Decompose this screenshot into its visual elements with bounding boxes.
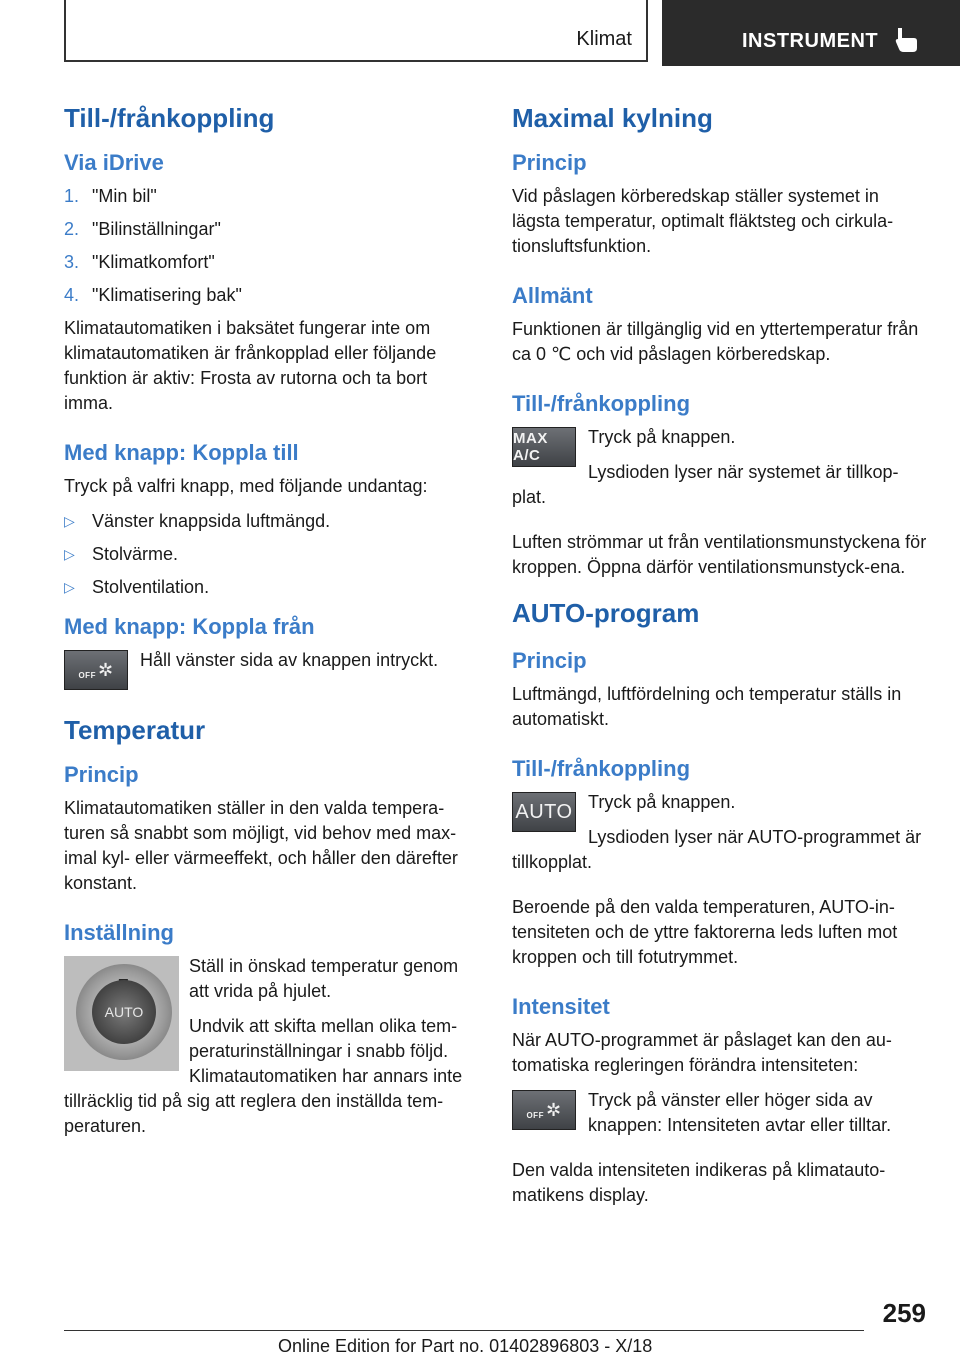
pointing-hand-icon <box>894 26 918 59</box>
temperature-principle: Klimatautomatiken ställer in den valda tempera-turen så snabbt som möjligt, vid behov med max-imal kyl- eller värmeeffekt, och håller den därefter konstant. <box>64 798 458 893</box>
page-number: 259 <box>882 1298 926 1328</box>
subheading-intensity: Intensitet <box>512 994 610 1019</box>
button-on-text: Tryck på valfri knapp, med följande undantag: <box>64 476 428 496</box>
left-column <box>64 100 479 1159</box>
subheading-general: Allmänt <box>512 283 593 308</box>
heading-onoff: Till-/frånkoppling <box>64 103 275 133</box>
footer-divider <box>64 1330 864 1331</box>
max-ac-text-3: Luften strömmar ut från ventilationsmunstyckena för kroppen. Öppna därför ventilationsmunstyck-ena. <box>512 532 927 577</box>
subheading-idrive: Via iDrive <box>64 150 164 175</box>
list-item: ▷ Stolvärme. <box>64 542 479 567</box>
list-item: 4. "Klimatisering bak" <box>64 285 242 305</box>
section-tab <box>64 0 648 62</box>
button-off-text: Håll vänster sida av knappen intryckt. <box>140 650 439 670</box>
setting-text-2: Undvik att skifta mellan olika tem-peraturinställningar i snabb följd. Klimatautomatiken har annars inte tillräcklig tid på sig att reglera den inställda tem-peraturen. <box>64 1016 463 1136</box>
subheading-onoff: Till-/frånkoppling <box>512 756 691 781</box>
intensity-text-3: Den valda intensiteten indikeras på klimatauto-matikens display. <box>512 1160 886 1205</box>
auto-button-icon: AUTO <box>512 792 576 832</box>
setting-text-1: Ställ in önskad temperatur genom att vrida på hjulet. <box>189 956 459 1001</box>
heading-temperature: Temperatur <box>64 715 206 745</box>
intensity-text-2: Tryck på vänster eller höger sida av knappen: Intensiteten avtar eller tilltar. <box>588 1090 892 1135</box>
section-title: Klimat <box>576 28 632 50</box>
auto-row <box>512 790 927 885</box>
subheading-principle: Princip <box>512 648 587 673</box>
exceptions-list <box>64 509 479 600</box>
subheading-principle: Princip <box>64 762 139 787</box>
auto-principle: Luftmängd, luftfördelning och temperatur ställs in automatiskt. <box>512 684 902 729</box>
auto-text-2: Lysdioden lyser när AUTO-programmet är tillkopplat. <box>512 827 922 872</box>
subheading-principle: Princip <box>512 150 587 175</box>
idrive-note: Klimatautomatiken i baksätet fungerar inte om klimatautomatiken är frånkopplad eller följande funktion är aktiv: Frosta av rutorna och ta bort imma. <box>64 318 437 413</box>
max-ac-text-1: Tryck på knappen. <box>588 427 736 447</box>
triangle-bullet-icon: ▷ <box>64 513 75 529</box>
chapter-title: INSTRUMENT <box>742 30 879 52</box>
right-column <box>512 100 927 1218</box>
setting-row <box>64 954 479 1149</box>
list-item: 1. "Min bil" <box>64 186 157 206</box>
list-item: 3. "Klimatkomfort" <box>64 252 215 272</box>
fan-intensity-button-icon: OFF ✲ <box>512 1090 576 1130</box>
max-cooling-principle: Vid påslagen körberedskap ställer systemet in lägsta temperatur, optimalt fläktsteg och cirkula-tionsluftsfunktion. <box>512 186 894 256</box>
subheading-setting: Inställning <box>64 920 174 945</box>
list-item: ▷ Stolventilation. <box>64 575 479 600</box>
subheading-button-on: Med knapp: Koppla till <box>64 440 299 465</box>
max-ac-text-2: Lysdioden lyser när systemet är tillkop-plat. <box>512 462 899 507</box>
temperature-knob-image: AUTO <box>64 956 179 1071</box>
idrive-steps <box>64 184 479 308</box>
intensity-text: När AUTO-programmet är påslaget kan den au-tomatiska regleringen förändra intensiteten: <box>512 1030 892 1075</box>
fan-icon: ✲ <box>97 659 114 680</box>
list-item: ▷ Vänster knappsida luftmängd. <box>64 509 479 534</box>
button-off-row <box>64 648 479 694</box>
general-text: Funktionen är tillgänglig vid en yttertemperatur från ca 0 ℃ och vid påslagen körberedskap. <box>512 319 919 364</box>
max-ac-row <box>512 425 927 520</box>
subheading-onoff: Till-/frånkoppling <box>512 391 691 416</box>
max-ac-button-icon: MAX A/C <box>512 427 576 467</box>
list-item: 2. "Bilinställningar" <box>64 219 221 239</box>
heading-max-cooling: Maximal kylning <box>512 103 713 133</box>
auto-text-1: Tryck på knappen. <box>588 792 736 812</box>
triangle-bullet-icon: ▷ <box>64 546 75 562</box>
heading-auto-program: AUTO-program <box>512 598 700 628</box>
auto-text-3: Beroende på den valda temperaturen, AUTO-in-tensiteten och de yttre faktorerna leds luften mot kroppen och till fotutrymmet. <box>512 897 898 967</box>
triangle-bullet-icon: ▷ <box>64 579 75 595</box>
chapter-tab <box>662 0 960 66</box>
edition-text: Online Edition for Part no. 01402896803 - X/18 <box>278 1336 653 1356</box>
page-header <box>0 0 960 66</box>
intensity-row <box>512 1088 927 1148</box>
fan-icon: ✲ <box>545 1099 562 1120</box>
fan-off-button-icon: OFF ✲ <box>64 650 128 690</box>
subheading-button-off: Med knapp: Koppla från <box>64 614 315 639</box>
